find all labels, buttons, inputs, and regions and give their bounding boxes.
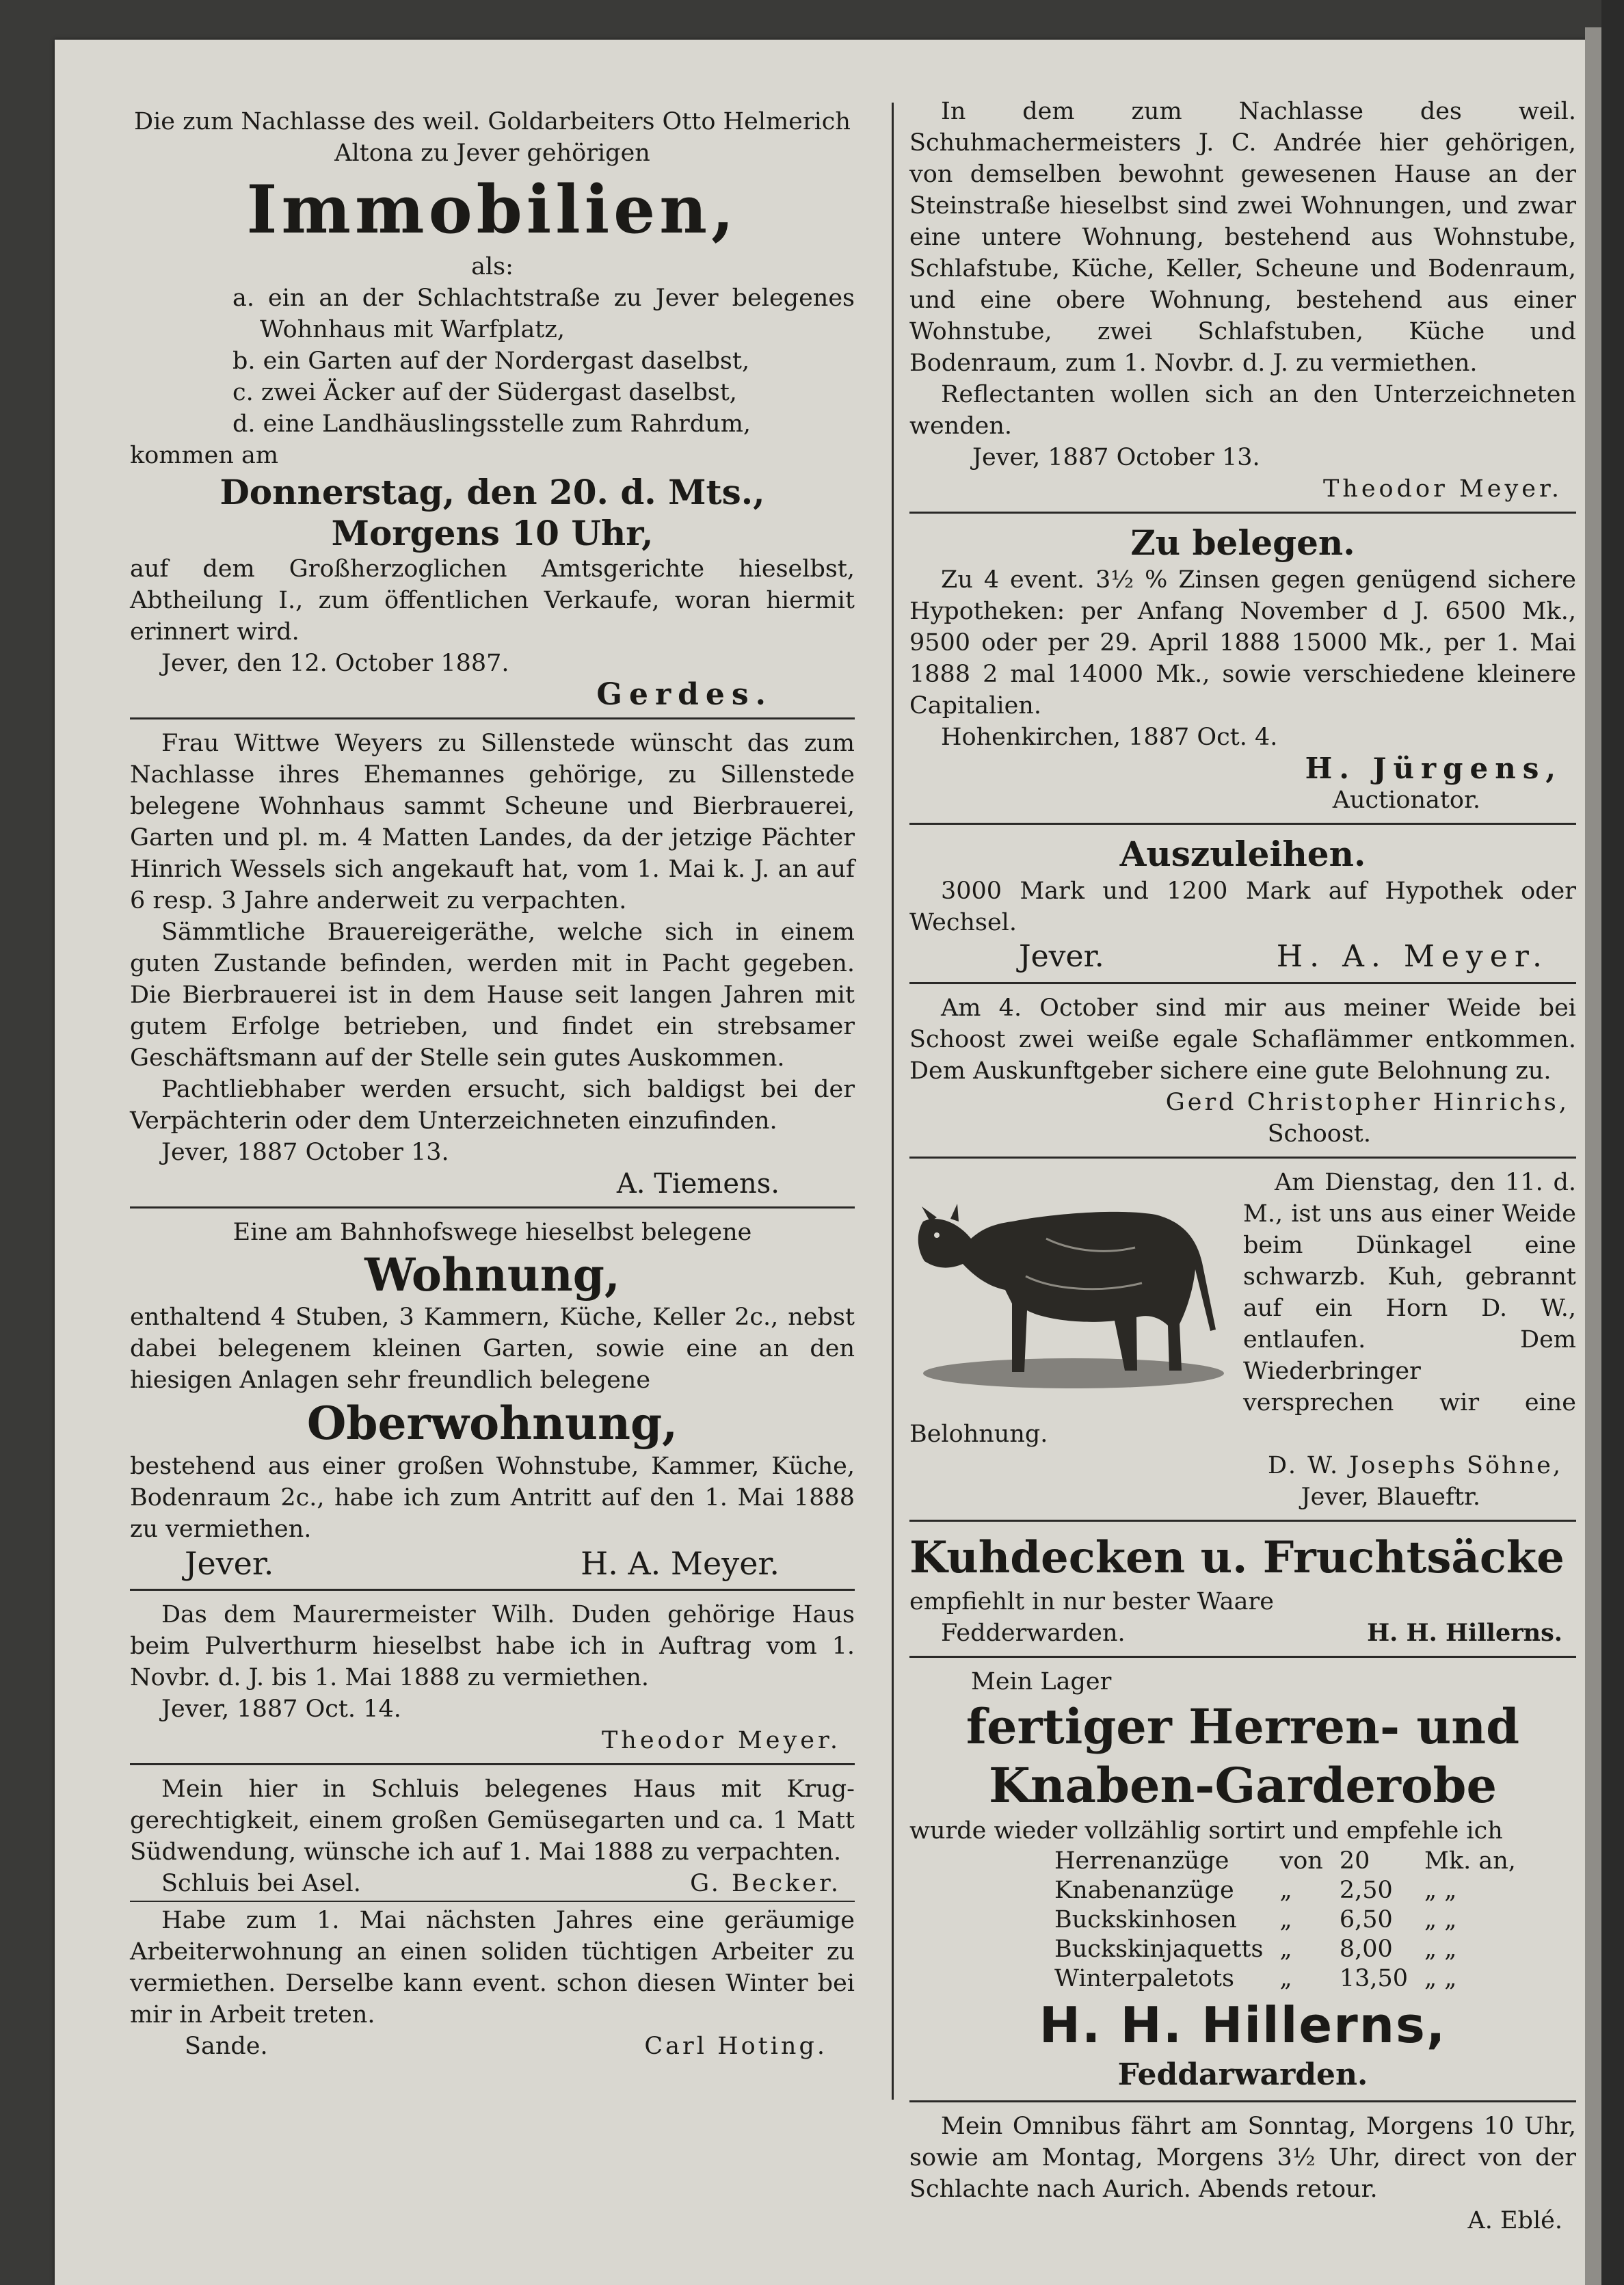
right-column — [909, 65, 1576, 2236]
ad-duden — [130, 1599, 855, 1756]
price-from: „ — [1279, 1965, 1292, 1992]
ad-signature: G. Becker. — [690, 1870, 841, 1897]
firm-place: Feddarwarden. — [1117, 2057, 1368, 2092]
ad-body: Sämmtliche Brauereigeräthe, welche sich in einem guten Zustande befinden, werden mit in Pacht gegeben. Die Bierbrauerei ist in dem Hause seit langen Jahren mit gutem Erfolge betrieben, und findet ein strebsamer Geschäftsmann auf der Stelle sein gutes Auskommen. — [130, 919, 855, 1072]
ad-body: Reflectanten wollen sich an den Unterzeichneten wenden. — [909, 381, 1576, 440]
ad-body: empfiehlt in nur bester Waare — [909, 1588, 1274, 1615]
list-item: d. eine Landhäuslingsstelle zum Rahrdum, — [232, 410, 751, 438]
ad-signature: A. Tiemens. — [616, 1168, 780, 1200]
left-column — [130, 65, 855, 2062]
table-row — [1046, 1964, 1524, 1994]
ad-separator — [909, 1520, 1576, 1522]
ad-place-date: Jever, 1887 October 13. — [161, 1139, 449, 1166]
ad-title-2: Knaben-Garderobe — [988, 1757, 1497, 1814]
ad-place-date: Jever, 1887 October 13. — [972, 444, 1260, 471]
ad-garderobe — [909, 1666, 1576, 2094]
ad-separator — [130, 1206, 855, 1208]
ad-separator — [130, 717, 855, 719]
table-row — [1046, 1905, 1524, 1935]
ad-body: Zu 4 event. 3½ % Zinsen gegen genügend sichere Hypotheken: per Anfang November d J. 6500 Mk., 9500 oder per 29. April 1888 15000 Mk., per 1. Mai 1888 2 mal 14000 Mk., sowie verschiedene kleinere Capitalien. — [909, 566, 1576, 719]
ad-signature: Gerd Christopher Hinrichs, — [1165, 1089, 1569, 1116]
ad-title: Kuhdecken u. Fruchtsäcke — [909, 1532, 1565, 1583]
ad-text: kommen am — [130, 442, 279, 469]
list-item: c. zwei Äcker auf der Südergast daselbst, — [232, 379, 737, 406]
price-table — [1046, 1847, 1524, 1994]
ad-intro: Eine am Bahnhofswege hieselbst belegene — [232, 1219, 752, 1246]
ad-body: bestehend aus einer großen Wohnstube, Kammer, Küche, Bodenraum 2c., habe ich zum Antritt auf den 1. Mai 1888 zu vermiethen. — [130, 1453, 855, 1543]
ad-place-date: Hohenkirchen, 1887 Oct. 4. — [941, 724, 1278, 751]
price-value: 8,00 — [1339, 1936, 1393, 1963]
ad-separator — [130, 1901, 855, 1902]
auction-time: Morgens 10 Uhr, — [331, 513, 654, 553]
price-from: „ — [1279, 1906, 1292, 1933]
property-list — [130, 282, 855, 440]
ad-signature: H. H. Hillerns. — [1367, 1619, 1562, 1647]
ad-zu-belegen — [909, 522, 1576, 816]
price-value: 6,50 — [1339, 1906, 1393, 1933]
ad-signature: H. A. Meyer. — [1276, 939, 1549, 974]
ad-place-date: Jever, 1887 Oct. 14. — [161, 1695, 401, 1723]
ad-footer — [130, 2031, 855, 2062]
ad-body: 3000 Mark und 1200 Mark auf Hypothek oder Wechsel. — [909, 877, 1576, 936]
ad-separator — [909, 823, 1576, 825]
ad-separator — [909, 512, 1576, 514]
ad-body: wurde wieder vollzählig sortirt und empfehle ich — [909, 1817, 1503, 1845]
ad-andree — [909, 96, 1576, 505]
auction-date: Donnerstag, den 20. d. Mts., — [219, 472, 765, 512]
ad-footer — [130, 1868, 855, 1899]
list-item: b. ein Garten auf der Nordergast daselbst, — [232, 347, 750, 375]
ad-body: Mein Omnibus fährt am Sonntag, Morgens 10 Uhr, sowie am Montag, Morgens 3½ Uhr, direct von der Schlachte nach Aurich. Abends retour. — [909, 2113, 1576, 2203]
ad-signature: D. W. Josephs Söhne, — [1268, 1452, 1562, 1479]
ad-signature: H. A. Meyer. — [581, 1545, 780, 1582]
ad-body: Pachtliebhaber werden ersucht, sich baldigst bei der Verpächterin oder dem Unterzeichneten einzufinden. — [130, 1076, 855, 1135]
ad-title: fertiger Herren- und — [966, 1698, 1520, 1755]
ad-signature: Carl Hoting. — [644, 2033, 827, 2060]
ad-signature-place: Schoost. — [1267, 1120, 1371, 1148]
ad-separator — [130, 1763, 855, 1765]
price-item: Herrenanzüge — [1054, 1847, 1229, 1875]
table-row — [1046, 1935, 1524, 1964]
price-value: 13,50 — [1339, 1965, 1409, 1992]
price-from: von — [1279, 1847, 1323, 1875]
column-divider — [892, 103, 894, 2100]
ad-als: als: — [471, 253, 514, 280]
ad-title: Wohnung, — [364, 1248, 620, 1302]
price-item: Buckskinjaquetts — [1054, 1936, 1264, 1963]
ad-place: Schluis bei Asel. — [161, 1870, 361, 1897]
ad-title: Auszuleihen. — [1119, 834, 1366, 874]
ad-hinrichs — [909, 992, 1576, 1150]
price-value: 20 — [1339, 1847, 1370, 1875]
ad-immobilien — [130, 106, 855, 711]
ad-signature: Gerdes. — [596, 677, 773, 712]
ad-body: Am 4. October sind mir aus meiner Weide bei Schoost zwei weiße egale Schaflämmer entkommen. Dem Auskunftgeber sichere eine gute Belohnung zu. — [909, 994, 1576, 1085]
cow-illustration — [909, 1174, 1231, 1399]
ad-footer — [909, 938, 1576, 975]
ad-auszuleihen — [909, 833, 1576, 975]
ad-kuh — [909, 1167, 1576, 1513]
price-item: Buckskinhosen — [1054, 1906, 1237, 1933]
ad-kuhdecken — [909, 1530, 1576, 1649]
ad-signature: A. Eblé. — [1467, 2207, 1562, 2234]
price-unit: Mk. an, — [1424, 1847, 1516, 1875]
ad-place: Fedderwarden. — [941, 1620, 1126, 1647]
ad-signature: Theodor Meyer. — [1322, 475, 1562, 503]
cow-icon — [909, 1174, 1231, 1399]
ad-signature-place: Jever, Blaueftr. — [1301, 1483, 1480, 1511]
ad-place: Jever. — [185, 1545, 274, 1582]
price-unit: „ „ — [1424, 1877, 1457, 1904]
ad-separator — [130, 1589, 855, 1591]
ad-footer — [130, 1545, 855, 1582]
table-row — [1046, 1876, 1524, 1905]
ad-body: enthaltend 4 Stuben, 3 Kammern, Küche, Keller 2c., nebst dabei belegenem kleinen Garten, sowie eine an den hiesigen Anlagen sehr freundlich belegene — [130, 1304, 855, 1394]
ad-weyers — [130, 728, 855, 1200]
ad-separator — [909, 1656, 1576, 1658]
ad-place: Jever. — [1019, 939, 1104, 974]
ad-intro: Die zum Nachlasse des weil. Goldarbeiters Otto Helmerich Altona zu Jever gehörigen — [134, 108, 851, 167]
ad-signature: Theodor Meyer. — [601, 1727, 841, 1754]
price-from: „ — [1279, 1936, 1292, 1963]
price-from: „ — [1279, 1877, 1292, 1904]
ad-signature: H. Jürgens, — [1305, 752, 1562, 785]
price-item: Winterpaletots — [1054, 1965, 1234, 1992]
ad-body: Mein hier in Schluis belegenes Haus mit Krug-gerechtigkeit, einem großen Gemüsegarten und ca. 1 Matt Südwendung, wünsche ich auf 1. Mai 1888 zu verpachten. — [130, 1775, 855, 1866]
ad-body: Frau Wittwe Weyers zu Sillenstede wünscht das zum Nachlasse ihres Ehemannes gehörige, zu Sillenstede belegene Wohnhaus sammt Scheune und Bierbrauerei, Garten und pl. m. 4 Matten Landes, da der jetzige Pächter Hinrich Wessels sich angekauft hat, vom 1. Mai k. J. an auf 6 resp. 3 Jahre anderweit zu verpachten. — [130, 730, 855, 914]
firm-name: H. H. Hillerns, — [1039, 1996, 1447, 2054]
ad-place-date: Jever, den 12. October 1887. — [161, 650, 509, 677]
price-value: 2,50 — [1339, 1877, 1393, 1904]
ad-signature-title: Auctionator. — [1332, 787, 1480, 814]
ad-hoting — [130, 1905, 855, 2062]
ad-omnibus — [909, 2111, 1576, 2236]
price-unit: „ „ — [1424, 1906, 1457, 1933]
ad-separator — [909, 2100, 1576, 2102]
ad-separator — [909, 982, 1576, 984]
list-item: a. ein an der Schlachtstraße zu Jever belegenes Wohnhaus mit Warfplatz, — [232, 285, 855, 343]
ad-body: auf dem Großherzoglichen Amtsgerichte hieselbst, Abtheilung I., zum öffentlichen Verkaufe, woran hiermit erinnert wird. — [130, 555, 855, 646]
price-unit: „ „ — [1424, 1936, 1457, 1963]
ad-title: Immobilien, — [246, 171, 738, 248]
price-unit: „ „ — [1424, 1965, 1457, 1992]
ad-body: Das dem Maurermeister Wilh. Duden gehörige Haus beim Pulverthurm hieselbst habe ich in Auftrag vom 1. Novbr. d. J. bis 1. Mai 1888 zu vermiethen. — [130, 1601, 855, 1691]
scan-border — [1601, 0, 1624, 2285]
ad-body: Am Dienstag, den 11. d. M., ist uns aus einer Weide beim Dünkagel eine schwarzb. Kuh, gebrannt auf ein Horn D. W., entlaufen. Dem Wiederbringer versprechen wir eine Belohnung. — [909, 1169, 1576, 1448]
ad-title-2: Oberwohnung, — [306, 1397, 678, 1450]
ad-becker — [130, 1773, 855, 1899]
ad-wohnung — [130, 1217, 855, 1582]
ad-place: Sande. — [185, 2033, 268, 2060]
table-row — [1046, 1847, 1524, 1876]
price-item: Knabenanzüge — [1054, 1877, 1234, 1904]
ad-body: In dem zum Nachlasse des weil. Schuhmachermeisters J. C. Andrée hier gehörigen, von demselben bewohnt gewesenen Hause an der Steinstraße hieselbst sind zwei Wohnungen, und zwar eine untere Wohnung, bestehend aus Wohnstube, Schlafstube, Küche, Keller, Scheune und Bodenraum, und eine obere Wohnung, bestehend aus einer Wohnstube, zwei Schlafstuben, Küche und Bodenraum, zum 1. Novbr. d. J. zu vermiethen. — [909, 98, 1576, 377]
ad-title: Zu belegen. — [1130, 523, 1355, 563]
ad-body: Habe zum 1. Mai nächsten Jahres eine geräumige Arbeiterwohnung an einen soliden tüchtigen Arbeiter zu vermiethen. Derselbe kann event. schon diesen Winter bei mir in Arbeit treten. — [130, 1907, 855, 2029]
ad-footer — [909, 1617, 1576, 1649]
ad-intro: Mein Lager — [971, 1668, 1112, 1695]
ad-separator — [909, 1157, 1576, 1159]
